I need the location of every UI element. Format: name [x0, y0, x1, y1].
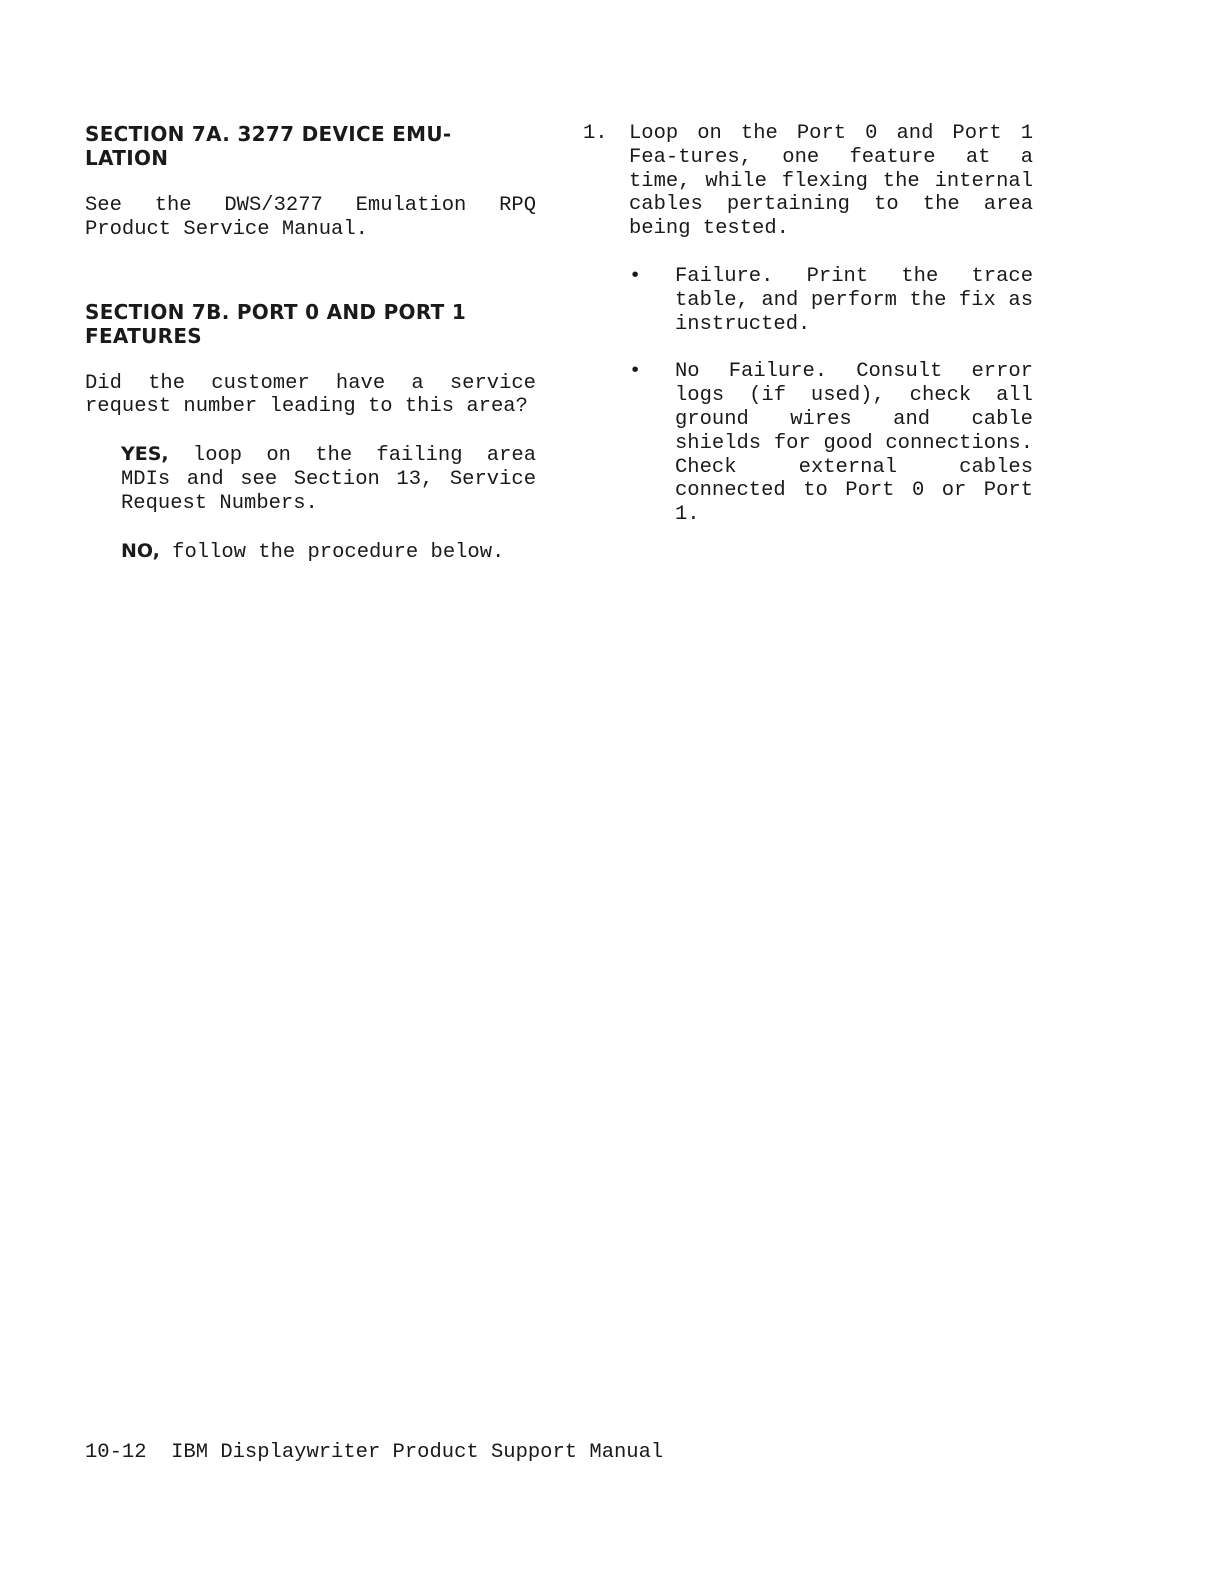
- left-column: [85, 122, 536, 564]
- bullet-icon: •: [629, 264, 642, 288]
- section-7a-heading-line2: LATION: [85, 146, 169, 170]
- yes-text: loop on the failing area MDIs and see Section 13, Service Request Numbers.: [121, 444, 536, 515]
- yes-label: YES,: [121, 443, 169, 466]
- step-1-text: Loop on the Port 0 and Port 1 Fea-tures, one feature at a time, while flexing the internal cables pertaining to the area being tested.: [629, 122, 1033, 241]
- no-text: follow the procedure below.: [172, 540, 505, 564]
- manual-title: IBM Displaywriter Product Support Manual: [171, 1441, 664, 1464]
- yes-paragraph: [121, 443, 536, 515]
- page-number: 10-12: [85, 1441, 147, 1464]
- bullet-no-failure: [629, 360, 1033, 527]
- section-7a-text: See the DWS/3277 Emulation RPQ Product Service Manual.: [85, 194, 536, 241]
- right-column: [583, 122, 1033, 527]
- no-paragraph: [121, 540, 536, 565]
- step-1-number: 1.: [583, 122, 608, 145]
- bullet-failure-text: Failure. Print the trace table, and perform the fix as instructed.: [675, 264, 1033, 336]
- section-7a-heading-line1: SECTION 7A. 3277 DEVICE EMU-: [85, 122, 452, 146]
- no-label: NO,: [121, 539, 160, 562]
- section-7b-heading: [85, 300, 536, 348]
- section-7b-heading-line1: SECTION 7B. PORT 0 AND PORT 1: [85, 299, 467, 324]
- section-7b-heading-line2: FEATURES: [85, 323, 202, 348]
- bullet-icon: •: [629, 360, 642, 384]
- step-1: [583, 122, 1033, 241]
- section-7a-heading: [85, 122, 536, 170]
- bullet-failure: [629, 265, 1033, 336]
- service-request-question: Did the customer have a service request number leading to this area?: [85, 371, 536, 419]
- page-footer: [85, 1441, 663, 1465]
- bullet-no-failure-text: No Failure. Consult error logs (if used), check all ground wires and cable shields for good connections. Check external cables connected to Port 0 or Port 1.: [675, 360, 1033, 527]
